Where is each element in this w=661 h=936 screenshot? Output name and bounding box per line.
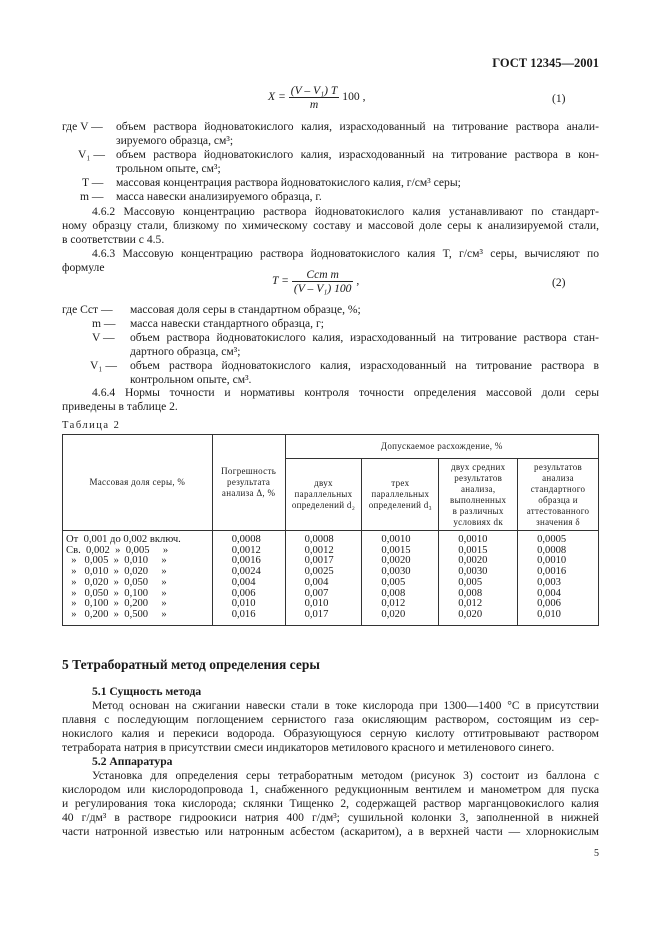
def2-sym-0: где Cст — <box>62 303 113 316</box>
th-dk-line-3: выполненных <box>450 494 507 505</box>
para-462-line-0: 4.6.2 Массовую концентрацию раствора йодноватокислого калия устанавливают по стандарт- <box>92 205 599 218</box>
section-5-2-title: 5.2 Аппаратура <box>92 755 173 768</box>
s52-line-3: 40 г/дм³ в растворе гидроокиси натрия 400 г/дм³; сушильной колонки 3, заполненной в нижней <box>62 811 599 824</box>
s52-line-2: и регулирования тока кислорода; склянки Тищенко 2, содержащей раствор марганцовокислого калия <box>62 797 599 810</box>
para-463-line-1: формуле <box>62 261 105 274</box>
formula-1-fraction <box>289 84 340 111</box>
cell-d3-1: 0,0015 <box>381 544 411 556</box>
def2-text-3: дартного образца, см³; <box>130 345 241 358</box>
col-d2 <box>285 531 362 626</box>
cell-d2-2: 0,0017 <box>304 555 334 567</box>
cell-range-4: » 0,020 » 0,050 » <box>66 576 167 588</box>
col-delta <box>518 531 599 626</box>
th-d3 <box>362 459 439 531</box>
th-delta-line-0: результатов <box>534 461 583 472</box>
def1-sym-0: где V — <box>62 120 103 133</box>
formula-1-number: (1) <box>552 92 566 105</box>
cell-delta-6: 0,006 <box>537 598 561 610</box>
cell-d2-0: 0,0008 <box>304 534 334 545</box>
def2-sym-2: V — <box>92 331 115 344</box>
cell-err-3: 0,0024 <box>231 566 261 578</box>
formula-1-denominator: m <box>309 98 319 111</box>
cell-dk-4: 0,005 <box>458 576 483 588</box>
cell-d2-3: 0,0025 <box>304 566 334 578</box>
th-d2-line-1: параллельных <box>294 489 353 499</box>
th-dk-line-1: результатов <box>454 472 503 483</box>
def1-text-2: объем раствора йодноватокислого калия, израсходованный на титрование раствора в кон- <box>116 148 599 161</box>
def1-text-4: массовая концентрация раствора йодноватокислого калия, г/см³ серы; <box>116 176 461 189</box>
cell-range-5: » 0,050 » 0,100 » <box>66 587 167 599</box>
cell-dk-7: 0,020 <box>458 608 483 620</box>
cell-err-1: 0,0012 <box>231 544 261 556</box>
cell-dk-5: 0,008 <box>458 587 483 599</box>
section-5-title: 5 Тетраборатный метод определения серы <box>62 657 320 672</box>
col-error <box>212 531 285 626</box>
formula-2-lhs: T = <box>272 274 289 288</box>
formula-2-numerator: Cст m <box>292 268 354 282</box>
cell-range-1: Св. 0,002 » 0,005 » <box>66 544 169 556</box>
table-2 <box>62 434 599 626</box>
table-caption: Таблица 2 <box>62 420 121 431</box>
def2-sym-4: V₁ — <box>90 359 117 372</box>
cell-delta-1: 0,0008 <box>537 544 567 556</box>
def2-text-1: масса навески стандартного образца, г; <box>130 317 324 330</box>
s51-line-1: плавня с последующим поглощением сернистого газа окисляющим раствором, состоящим из сер- <box>62 713 599 726</box>
th-mass-fraction: Массовая доля серы, % <box>63 435 213 531</box>
col-range <box>63 531 213 626</box>
cell-err-2: 0,0016 <box>231 555 261 567</box>
cell-range-0: От 0,001 до 0,002 включ. <box>66 534 181 545</box>
formula-2 <box>272 268 359 295</box>
cell-d3-0: 0,0010 <box>381 534 411 545</box>
cell-d2-5: 0,007 <box>304 587 329 599</box>
def2-sym-1: m — <box>92 317 116 330</box>
th-dk-line-2: анализа, <box>460 483 496 494</box>
formula-2-tail: , <box>356 274 360 288</box>
th-delta <box>518 459 599 531</box>
def1-sym-5: m — <box>80 190 104 203</box>
s51-line-0: Метод основан на сжигании навески стали в токе кислорода при 1300—1400 °С в присутствии <box>92 699 599 712</box>
th-dk-line-0: двух средних <box>450 461 506 472</box>
cell-d3-4: 0,005 <box>381 576 406 588</box>
th-error-line-0: Погрешность <box>221 466 277 476</box>
th-dk-line-5: условиях dк <box>453 516 503 527</box>
th-delta-line-3: образца и <box>538 494 578 505</box>
cell-delta-2: 0,0010 <box>537 555 567 567</box>
formula-2-fraction <box>292 268 354 295</box>
th-d2-line-2: определений d₂ <box>291 500 356 510</box>
cell-range-2: » 0,005 » 0,010 » <box>66 555 167 567</box>
cell-delta-3: 0,0016 <box>537 566 567 578</box>
formula-1-lhs: X = <box>268 90 286 104</box>
cell-err-0: 0,0008 <box>231 534 261 545</box>
s52-line-4: части натронной известью или натронным асбестом (аскаритом), а в верхней части — хлорнокислым <box>62 825 599 838</box>
th-d3-line-2: определений d₃ <box>368 500 432 510</box>
cell-err-6: 0,010 <box>231 598 256 610</box>
cell-dk-0: 0,0010 <box>458 534 488 545</box>
cell-dk-1: 0,0015 <box>458 544 488 556</box>
document-header: ГОСТ 12345—2001 <box>492 56 599 70</box>
formula-1 <box>268 84 365 111</box>
th-d2 <box>285 459 362 531</box>
cell-err-7: 0,016 <box>231 608 256 620</box>
formula-2-number: (2) <box>552 276 566 289</box>
th-delta-line-2: стандартного <box>530 483 586 494</box>
cell-d3-3: 0,0030 <box>381 566 411 578</box>
cell-d2-1: 0,0012 <box>304 544 334 556</box>
def1-sym-2: V₁ — <box>78 148 105 161</box>
s51-line-2: нокислого калия и перекиси водорода. Образующуюся серную кислоту оттитровывают раствором <box>62 727 599 740</box>
formula-1-numerator: (V – V₁) T <box>290 84 338 97</box>
formula-2-denominator: (V – V₁) 100 <box>293 282 352 295</box>
para-463-line-0: 4.6.3 Массовую концентрацию раствора йодноватокислого калия T, г/см³ серы, вычисляют по <box>92 247 599 260</box>
def1-text-0: объем раствора йодноватокислого калия, израсходованный на титрование раствора анали- <box>116 120 599 133</box>
cell-err-4: 0,004 <box>231 576 256 588</box>
def1-text-1: зируемого образца, см³; <box>116 134 234 147</box>
s52-line-0: Установка для определения серы тетраборатным методом (рисунок 3) состоит из баллона с <box>92 769 599 782</box>
para-462-line-2: в соответствии с 4.5. <box>62 233 165 246</box>
th-d3-line-1: параллельных <box>371 489 430 499</box>
s51-line-3: тетрабората натрия в присутствии смеси индикаторов метилового красного и метиленового синего. <box>62 741 555 754</box>
cell-range-7: » 0,200 » 0,500 » <box>66 608 167 620</box>
def2-text-2: объем раствора йодноватокислого калия, израсходованный на титрование раствора стан- <box>130 331 599 344</box>
cell-err-5: 0,006 <box>231 587 256 599</box>
cell-range-6: » 0,100 » 0,200 » <box>66 598 167 610</box>
s52-line-1: кислородом или кислородопровода 1, снабженного редукционным вентилем и манометром для пуска <box>62 783 599 796</box>
th-delta-line-5: значения δ <box>536 516 580 527</box>
table-body-row <box>63 531 599 626</box>
cell-d2-7: 0,017 <box>304 608 329 620</box>
para-462-line-1: ному образцу стали, близкому по химическому составу и массовой доле серы к анализируемой стали, <box>62 219 599 232</box>
th-error-line-1: результата <box>227 477 271 487</box>
def1-text-3: трольном опыте, см³; <box>116 162 221 175</box>
th-delta-line-4: аттестованного <box>526 505 590 516</box>
cell-d2-6: 0,010 <box>304 598 329 610</box>
def1-text-5: масса навески анализируемого образца, г. <box>116 190 322 203</box>
th-allowed-discrepancy: Допускаемое расхождение, % <box>285 435 598 459</box>
cell-dk-2: 0,0020 <box>458 555 488 567</box>
col-d3 <box>362 531 439 626</box>
cell-d3-2: 0,0020 <box>381 555 411 567</box>
cell-d3-7: 0,020 <box>381 608 406 620</box>
th-d3-line-0: трех <box>391 478 410 488</box>
para-464-line-0: 4.6.4 Нормы точности и нормативы контроля точности определения массовой доли серы <box>92 386 599 399</box>
cell-d3-5: 0,008 <box>381 587 406 599</box>
cell-d2-4: 0,004 <box>304 576 329 588</box>
para-464-line-1: приведены в таблице 2. <box>62 400 178 413</box>
formula-1-tail: 100 , <box>342 90 366 104</box>
def2-text-5: контрольном опыте, см³. <box>130 373 252 386</box>
cell-d3-6: 0,012 <box>381 598 406 610</box>
th-dk <box>439 459 518 531</box>
section-5-1-title: 5.1 Сущность метода <box>92 685 202 698</box>
col-dk <box>439 531 518 626</box>
th-d2-line-0: двух <box>314 478 333 488</box>
cell-dk-6: 0,012 <box>458 598 483 610</box>
cell-delta-0: 0,0005 <box>537 534 567 545</box>
def2-text-4: объем раствора йодноватокислого калия, израсходованный на титрование раствора в <box>130 359 599 372</box>
th-delta-line-1: анализа <box>542 472 574 483</box>
th-error-line-2: анализа Δ, % <box>221 488 276 498</box>
cell-dk-3: 0,0030 <box>458 566 488 578</box>
cell-delta-5: 0,004 <box>537 587 561 599</box>
cell-range-3: » 0,010 » 0,020 » <box>66 566 167 578</box>
th-error <box>212 435 285 531</box>
cell-delta-7: 0,010 <box>537 608 561 620</box>
def2-text-0: массовая доля серы в стандартном образце, %; <box>130 303 361 316</box>
page-number: 5 <box>594 848 599 859</box>
cell-delta-4: 0,003 <box>537 576 561 588</box>
def1-sym-4: T — <box>82 176 104 189</box>
th-dk-line-4: в различных <box>452 505 504 516</box>
